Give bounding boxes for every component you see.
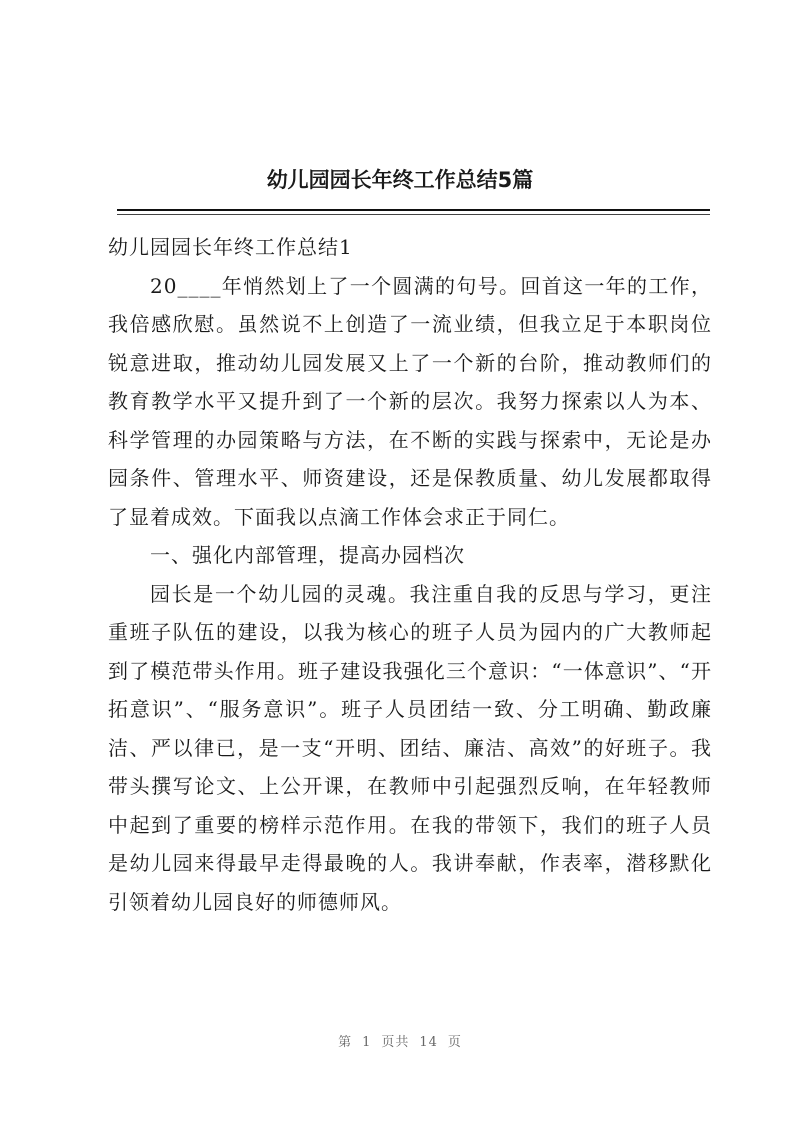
total-pages-number: 14: [419, 1035, 438, 1050]
document-body: [108, 228, 712, 921]
paragraph: 20____年悄然划上了一个圆满的句号。回首这一年的工作，我倍感欣慰。虽然说不上创造了一流业绩，但我立足于本职岗位锐意进取，推动幼儿园发展又上了一个新的台阶，推动教师们的教育教学水平又提升到了一个新的层次。我努力探索以人为本、科学管理的办园策略与方法，在不断的实践与探索中，无论是办园条件、管理水平、师资建设，还是保教质量、幼儿发展都取得了显着成效。下面我以点滴工作体会求正于同仁。: [108, 273, 712, 529]
page-suffix: 页: [447, 1035, 462, 1050]
current-page-number: 1: [362, 1035, 372, 1050]
page-footer: [0, 1031, 800, 1050]
total-label: 页共: [381, 1035, 410, 1050]
section-heading: 幼儿园园长年终工作总结1: [108, 235, 353, 259]
page-label: 第: [338, 1035, 353, 1050]
paragraph: 园长是一个幼儿园的灵魂。我注重自我的反思与学习，更注重班子队伍的建设，以我为核心的班子人员为园内的广大教师起到了模范带头作用。班子建设我强化三个意识：“一体意识”、“开拓意识”、“服务意识”。班子人员团结一致、分工明确、勤政廉洁、严以律已，是一支“开明、团结、廉洁、高效”的好班子。我带头撰写论文、上公开课，在教师中引起强烈反响，在年轻教师中起到了重要的榜样示范作用。在我的带领下，我们的班子人员是幼儿园来得最早走得最晚的人。我讲奉献，作表率，潜移默化引领着幼儿园良好的师德师风。: [108, 581, 712, 914]
title-divider-thin: [117, 214, 710, 215]
subheading: 一、强化内部管理，提高办园档次: [150, 543, 465, 567]
title-divider: [117, 209, 710, 211]
document-title: 幼儿园园长年终工作总结5篇: [266, 168, 534, 192]
